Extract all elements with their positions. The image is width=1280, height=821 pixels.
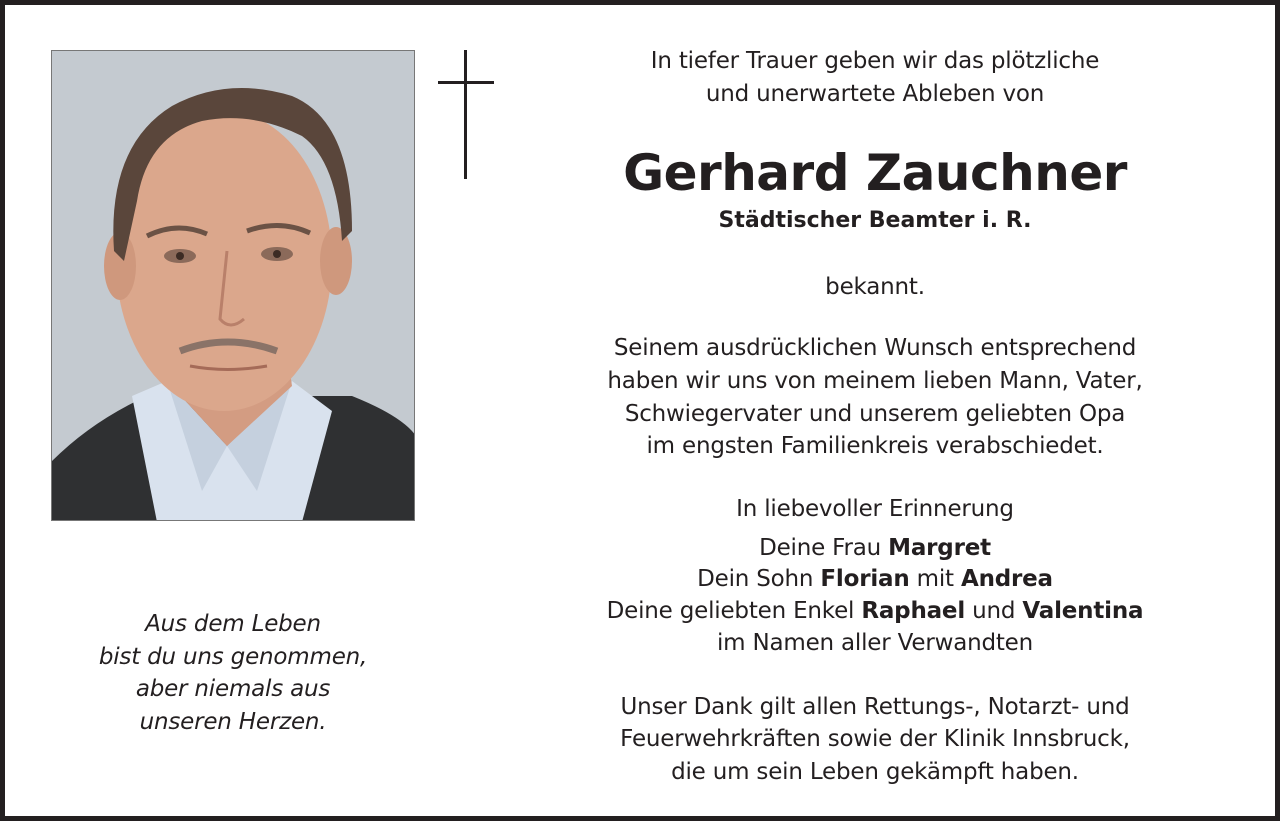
memory-heading: In liebevoller Erinnerung: [736, 496, 1014, 522]
mourner-name: Florian: [820, 566, 910, 592]
mourner-wife: Deine Frau Margret: [759, 535, 991, 561]
deceased-title: Städtischer Beamter i. R.: [718, 208, 1032, 233]
mourner-grandchildren: Deine geliebten Enkel Raphael und Valentina: [606, 598, 1144, 624]
thanks-line: Feuerwehrkräften sowie der Klinik Innsbruck,: [620, 726, 1130, 752]
quote-line: bist du uns genommen,: [98, 643, 368, 670]
thanks-line: Unser Dank gilt allen Rettungs-, Notarzt- und: [620, 694, 1130, 720]
intro-line: In tiefer Trauer geben wir das plötzliche: [650, 48, 1100, 74]
mourner-name: Margret: [888, 535, 991, 561]
mourner-relatives: im Namen aller Verwandten: [716, 630, 1034, 656]
quote-line: Aus dem Leben: [145, 611, 321, 637]
announced-text: bekannt.: [825, 274, 925, 300]
mourner-name: Raphael: [861, 598, 966, 624]
quote-line: aber niemals aus: [135, 676, 331, 702]
memorial-quote: [51, 608, 415, 738]
mourner-name: Andrea: [960, 566, 1053, 592]
latin-cross-icon: [438, 50, 494, 180]
mourner-son: Dein Sohn Florian mit Andrea: [697, 566, 1053, 592]
quote-line: unseren Herzen.: [139, 708, 327, 735]
mourner-name: Valentina: [1022, 598, 1144, 624]
farewell-line: haben wir uns von meinem lieben Mann, Vater,: [607, 368, 1143, 394]
farewell-line: Seinem ausdrücklichen Wunsch entsprechend: [613, 335, 1137, 361]
portrait-photo: [51, 50, 415, 521]
deceased-name: Gerhard Zauchner: [623, 144, 1127, 202]
farewell-line: Schwiegervater und unserem geliebten Opa: [624, 401, 1126, 427]
thanks-line: die um sein Leben gekämpft haben.: [671, 759, 1079, 785]
intro-line: und unerwartete Ableben von: [705, 81, 1045, 107]
farewell-line: im engsten Familienkreis verabschiedet.: [646, 433, 1104, 459]
